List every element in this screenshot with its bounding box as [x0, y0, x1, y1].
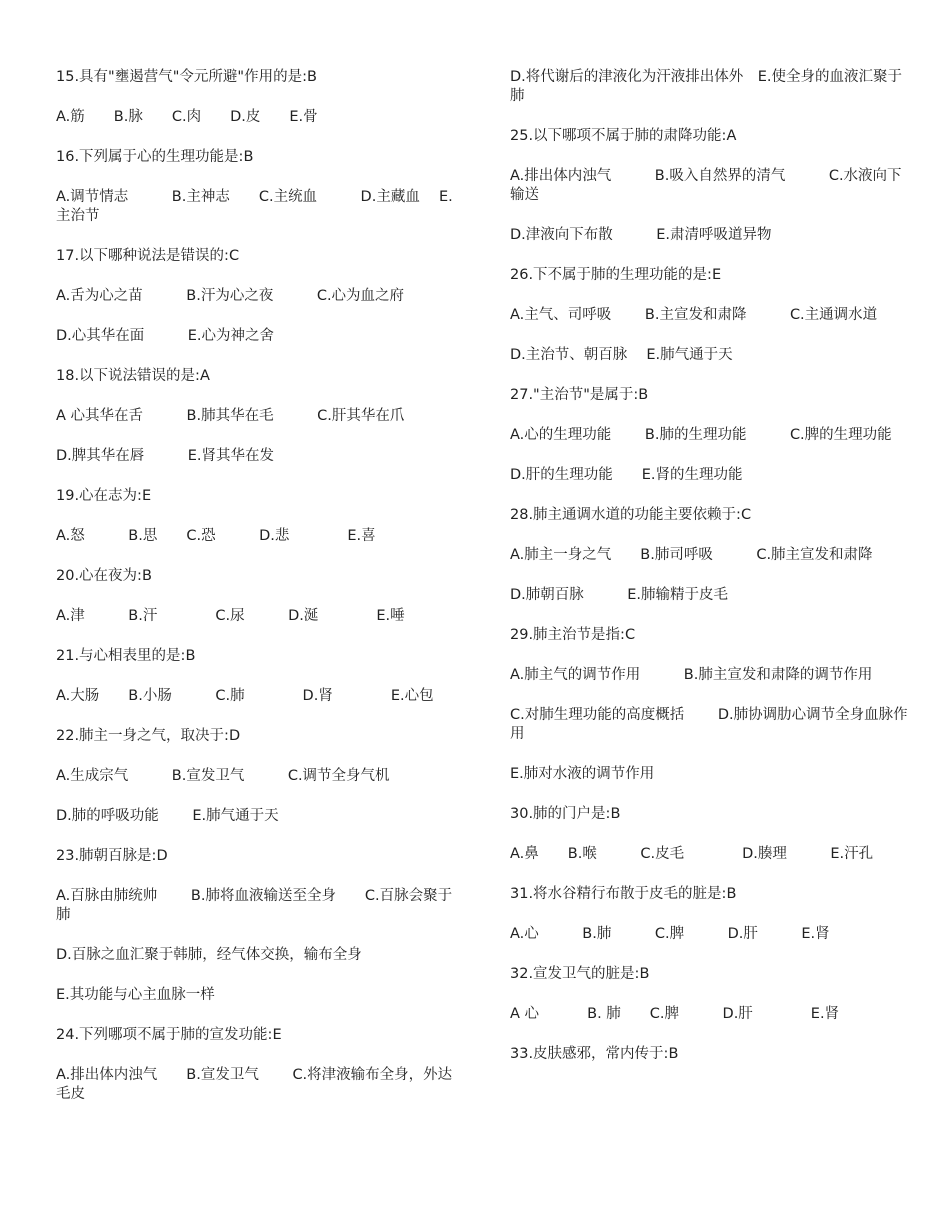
options-28-b: D.肺朝百脉 E.肺输精于皮毛: [510, 587, 729, 603]
options-26-a: A.主气、司呼吸 B.主宣发和肃降 C.主通调水道: [510, 307, 878, 323]
options-25-a: A.排出体内浊气 B.吸入自然界的清气 C.水液向下输送: [510, 168, 902, 203]
options-23-a: A.百脉由肺统帅 B.肺将血液输送至全身 C.百脉会聚于肺: [56, 888, 453, 923]
question-26: 26.下不属于肺的生理功能的是:E: [510, 267, 722, 283]
options-15: A.筋 B.脉 C.肉 D.皮 E.骨: [56, 109, 318, 125]
question-30: 30.肺的门户是:B: [510, 806, 621, 822]
question-32: 32.宣发卫气的脏是:B: [510, 966, 650, 982]
question-16: 16.下列属于心的生理功能是:B: [56, 149, 254, 165]
question-22: 22.肺主一身之气，取决于:D: [56, 728, 241, 744]
options-20: A.津 B.汗 C.尿 D.涎 E.唾: [56, 608, 405, 624]
question-28: 28.肺主通调水道的功能主要依赖于:C: [510, 507, 752, 523]
options-26-b: D.主治节、朝百脉 E.肺气通于天: [510, 347, 733, 363]
options-27-a: A.心的生理功能 B.肺的生理功能 C.脾的生理功能: [510, 427, 892, 443]
options-32: A 心 B. 肺 C.脾 D.肝 E.肾: [510, 1006, 840, 1022]
options-30: A.鼻 B.喉 C.皮毛 D.腠理 E.汗孔: [510, 846, 874, 862]
options-18-a: A 心其华在舌 B.肺其华在毛 C.肝其华在爪: [56, 408, 405, 424]
question-19: 19.心在志为:E: [56, 488, 152, 504]
options-24-a: A.排出体内浊气 B.宣发卫气 C.将津液输布全身，外达毛皮: [56, 1067, 453, 1102]
options-23-b: D.百脉之血汇聚于韩肺，经气体交换，输布全身: [56, 947, 362, 963]
options-29-a: A.肺主气的调节作用 B.肺主宣发和肃降的调节作用: [510, 667, 873, 683]
question-23: 23.肺朝百脉是:D: [56, 848, 168, 864]
options-17-b: D.心其华在面 E.心为神之舍: [56, 328, 275, 344]
options-18-b: D.脾其华在唇 E.肾其华在发: [56, 448, 275, 464]
options-31: A.心 B.肺 C.脾 D.肝 E.肾: [510, 926, 830, 942]
question-29: 29.肺主治节是指:C: [510, 627, 636, 643]
question-21: 21.与心相表里的是:B: [56, 648, 196, 664]
question-33: 33.皮肤感邪，常内传于:B: [510, 1046, 679, 1062]
question-18: 18.以下说法错误的是:A: [56, 368, 210, 384]
options-27-b: D.肝的生理功能 E.肾的生理功能: [510, 467, 743, 483]
question-31: 31.将水谷精行布散于皮毛的脏是:B: [510, 886, 737, 902]
options-28-a: A.肺主一身之气 B.肺司呼吸 C.肺主宣发和肃降: [510, 547, 873, 563]
options-21: A.大肠 B.小肠 C.肺 D.肾 E.心包: [56, 688, 434, 704]
options-29-c: E.肺对水液的调节作用: [510, 766, 655, 782]
question-15: 15.具有"壅遏营气"令元所避"作用的是:B: [56, 69, 317, 85]
question-27: 27."主治节"是属于:B: [510, 387, 649, 403]
question-20: 20.心在夜为:B: [56, 568, 152, 584]
options-29-b: C.对肺生理功能的高度概括 D.肺协调肋心调节全身血脉作用: [510, 707, 908, 742]
options-22-b: D.肺的呼吸功能 E.肺气通于天: [56, 808, 279, 824]
question-25: 25.以下哪项不属于肺的肃降功能:A: [510, 128, 737, 144]
options-19: A.怒 B.思 C.恐 D.悲 E.喜: [56, 528, 376, 544]
question-24: 24.下列哪项不属于肺的宣发功能:E: [56, 1027, 282, 1043]
options-16: A.调节情志 B.主神志 C.主统血 D.主藏血 E.主治节: [56, 189, 453, 224]
options-22-a: A.生成宗气 B.宣发卫气 C.调节全身气机: [56, 768, 390, 784]
options-25-b: D.津液向下布散 E.肃清呼吸道异物: [510, 227, 772, 243]
question-17: 17.以下哪种说法是错误的:C: [56, 248, 240, 264]
options-24-b: D.将代谢后的津液化为汗液排出体外 E.使全身的血液汇聚于肺: [510, 69, 903, 104]
right-column: [510, 68, 908, 1085]
options-17-a: A.舌为心之苗 B.汗为心之夜 C.心为血之府: [56, 288, 405, 304]
options-23-c: E.其功能与心主血脉一样: [56, 987, 215, 1003]
left-column: [56, 68, 460, 1125]
